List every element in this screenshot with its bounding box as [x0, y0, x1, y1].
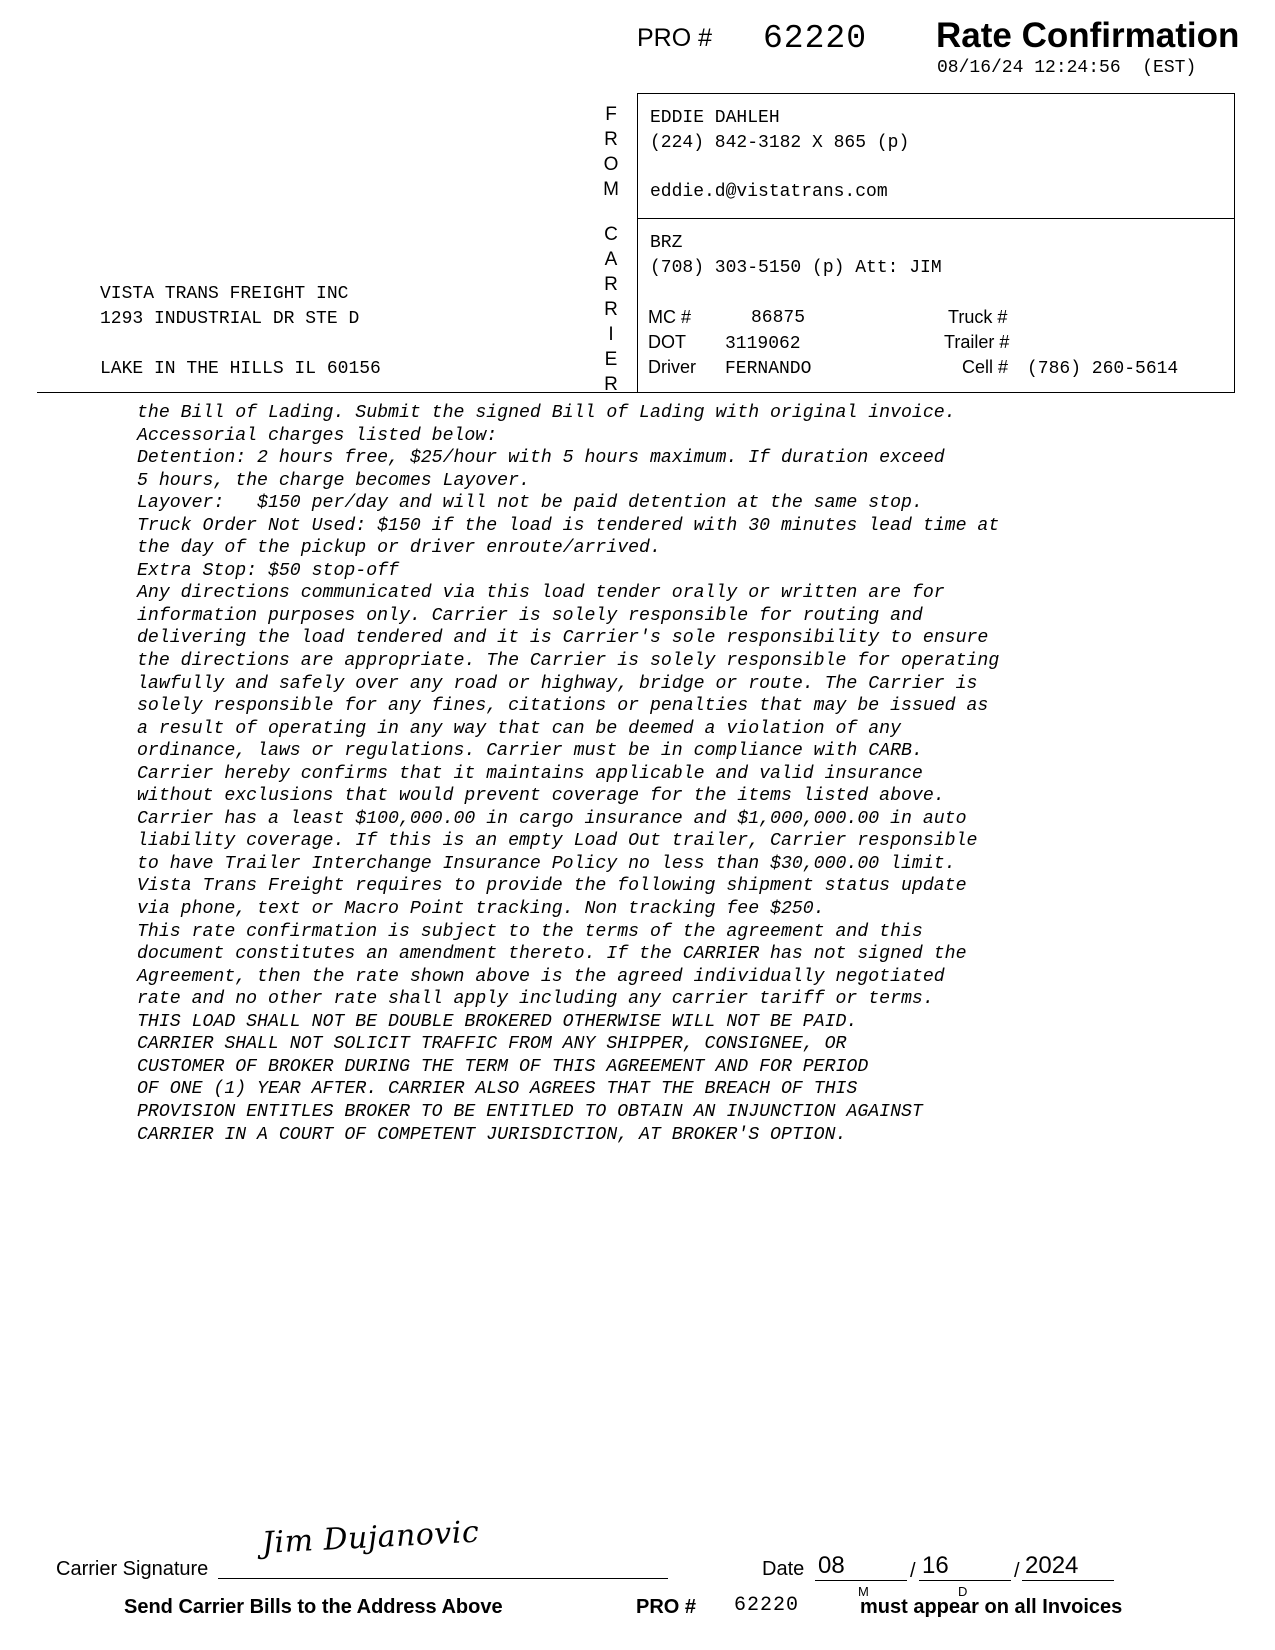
date-month: 08: [818, 1552, 845, 1579]
document-datetime: 08/16/24 12:24:56 (EST): [937, 58, 1197, 78]
terms-line: Vista Trans Freight requires to provide the following shipment status update: [137, 876, 967, 897]
footer-pro-number: 62220: [734, 1594, 800, 1617]
terms-line: the day of the pickup or driver enroute/arrived.: [137, 538, 661, 559]
trailer-label: Trailer #: [944, 332, 1010, 352]
carrier-signature: Jim Dujanovic: [261, 1514, 481, 1561]
cell-label: Cell #: [962, 357, 1009, 377]
date-day-sub: D: [958, 1584, 968, 1599]
send-bills-note: Send Carrier Bills to the Address Above: [124, 1596, 503, 1618]
dot-label: DOT: [648, 332, 686, 352]
terms-line: liability coverage. If this is an empty Load Out trailer, Carrier responsible: [137, 831, 978, 852]
terms-line: PROVISION ENTITLES BROKER TO BE ENTITLED TO OBTAIN AN INJUNCTION AGAINST: [137, 1101, 923, 1122]
terms-line: CARRIER SHALL NOT SOLICIT TRAFFIC FROM ANY SHIPPER, CONSIGNEE, OR: [137, 1034, 847, 1055]
from-email: eddie.d@vistatrans.com: [650, 182, 888, 202]
terms-line: This rate confirmation is subject to the terms of the agreement and this: [137, 921, 923, 942]
terms-line: OF ONE (1) YEAR AFTER. CARRIER ALSO AGREES THAT THE BREACH OF THIS: [137, 1079, 858, 1100]
from-name: EDDIE DAHLEH: [650, 108, 780, 128]
date-year-line: [1022, 1580, 1114, 1581]
terms-line: Detention: 2 hours free, $25/hour with 5 hours maximum. If duration exceed: [137, 448, 945, 469]
carrier-letter: I: [608, 324, 614, 345]
terms-line: Extra Stop: $50 stop-off: [137, 560, 399, 581]
mc-value: 86875: [751, 308, 806, 328]
terms-line: 5 hours, the charge becomes Layover.: [137, 470, 530, 491]
terms-line: the Bill of Lading. Submit the signed Bill of Lading with original invoice.: [137, 403, 956, 423]
terms-line: Accessorial charges listed below:: [137, 425, 498, 446]
signature-line: [218, 1578, 668, 1579]
truck-label: Truck #: [948, 307, 1008, 327]
terms-line: Carrier has a least $100,000.00 in cargo insurance and $1,000,000.00 in auto: [137, 808, 967, 829]
date-slash: /: [910, 1560, 916, 1582]
terms-line: to have Trailer Interchange Insurance Policy no less than $30,000.00 limit.: [137, 853, 956, 874]
terms-line: ordinance, laws or regulations. Carrier must be in compliance with CARB.: [137, 741, 923, 762]
date-day: 16: [922, 1552, 949, 1579]
date-month-line: [815, 1580, 907, 1581]
terms-line: without exclusions that would prevent coverage for the items listed above.: [137, 786, 945, 807]
date-day-line: [919, 1580, 1011, 1581]
from-letter: F: [605, 104, 617, 125]
broker-city-state-zip: LAKE IN THE HILLS IL 60156: [100, 359, 381, 379]
terms-line: information purposes only. Carrier is solely responsible for routing and: [137, 605, 923, 626]
carrier-letter: R: [604, 274, 618, 295]
terms-line: THIS LOAD SHALL NOT BE DOUBLE BROKERED OTHERWISE WILL NOT BE PAID.: [137, 1011, 858, 1032]
pro-number: 62220: [763, 20, 868, 57]
carrier-letter: R: [604, 374, 618, 395]
carrier-phone: (708) 303-5150 (p) Att: JIM: [650, 258, 942, 278]
invoice-note: must appear on all Invoices: [860, 1596, 1123, 1618]
terms-line: rate and no other rate shall apply including any carrier tariff or terms.: [137, 989, 934, 1010]
terms-line: Agreement, then the rate shown above is the agreed individually negotiated: [137, 966, 945, 987]
document-title: Rate Confirmation: [936, 16, 1240, 55]
header-rule: [37, 392, 637, 393]
from-letter: M: [603, 179, 619, 200]
carrier-letter: A: [604, 249, 618, 270]
terms-line: lawfully and safely over any road or highway, bridge or route. The Carrier is: [137, 673, 978, 694]
date-slash: /: [1014, 1560, 1020, 1582]
terms-line: via phone, text or Macro Point tracking. Non tracking fee $250.: [137, 899, 825, 920]
broker-address: 1293 INDUSTRIAL DR STE D: [100, 309, 360, 329]
terms-line: Layover: $150 per/day and will not be paid detention at the same stop.: [137, 493, 923, 514]
dot-value: 3119062: [725, 334, 801, 354]
carrier-letter: C: [604, 224, 618, 245]
carrier-letter: R: [604, 299, 618, 320]
pro-label: PRO #: [637, 24, 713, 52]
date-label: Date: [762, 1558, 805, 1580]
date-year: 2024: [1025, 1552, 1079, 1579]
terms-line: delivering the load tendered and it is Carrier's sole responsibility to ensure: [137, 628, 989, 649]
terms-text: [137, 402, 1237, 1146]
footer-pro-label: PRO #: [636, 1596, 697, 1618]
terms-line: solely responsible for any fines, citations or penalties that may be issued as: [137, 696, 989, 717]
box-divider: [637, 218, 1235, 219]
mc-label: MC #: [648, 307, 692, 327]
terms-line: CARRIER IN A COURT OF COMPETENT JURISDICTION, AT BROKER'S OPTION.: [137, 1124, 847, 1145]
terms-line: Truck Order Not Used: $150 if the load is tendered with 30 minutes lead time at: [137, 515, 1000, 536]
from-letter: R: [604, 129, 618, 150]
terms-line: document constitutes an amendment thereto. If the CARRIER has not signed the: [137, 944, 967, 965]
terms-line: Carrier hereby confirms that it maintains applicable and valid insurance: [137, 763, 923, 784]
terms-line: the directions are appropriate. The Carrier is solely responsible for operating: [137, 651, 1000, 672]
driver-value: FERNANDO: [725, 359, 812, 379]
carrier-name: BRZ: [650, 233, 683, 253]
terms-line: a result of operating in any way that can be deemed a violation of any: [137, 718, 901, 739]
carrier-signature-label: Carrier Signature: [56, 1558, 209, 1580]
carrier-letter: E: [604, 349, 618, 370]
broker-name: VISTA TRANS FREIGHT INC: [100, 284, 349, 304]
from-phone: (224) 842-3182 X 865 (p): [650, 133, 910, 153]
cell-value: (786) 260-5614: [1027, 359, 1179, 379]
carrier-vertical-label: [601, 222, 621, 397]
driver-label: Driver: [648, 357, 696, 377]
from-vertical-label: [601, 102, 621, 202]
terms-line: CUSTOMER OF BROKER DURING THE TERM OF THIS AGREEMENT AND FOR PERIOD: [137, 1056, 869, 1077]
from-letter: O: [603, 154, 619, 175]
terms-line: Any directions communicated via this load tender orally or written are for: [137, 583, 945, 604]
date-month-sub: M: [858, 1584, 869, 1599]
